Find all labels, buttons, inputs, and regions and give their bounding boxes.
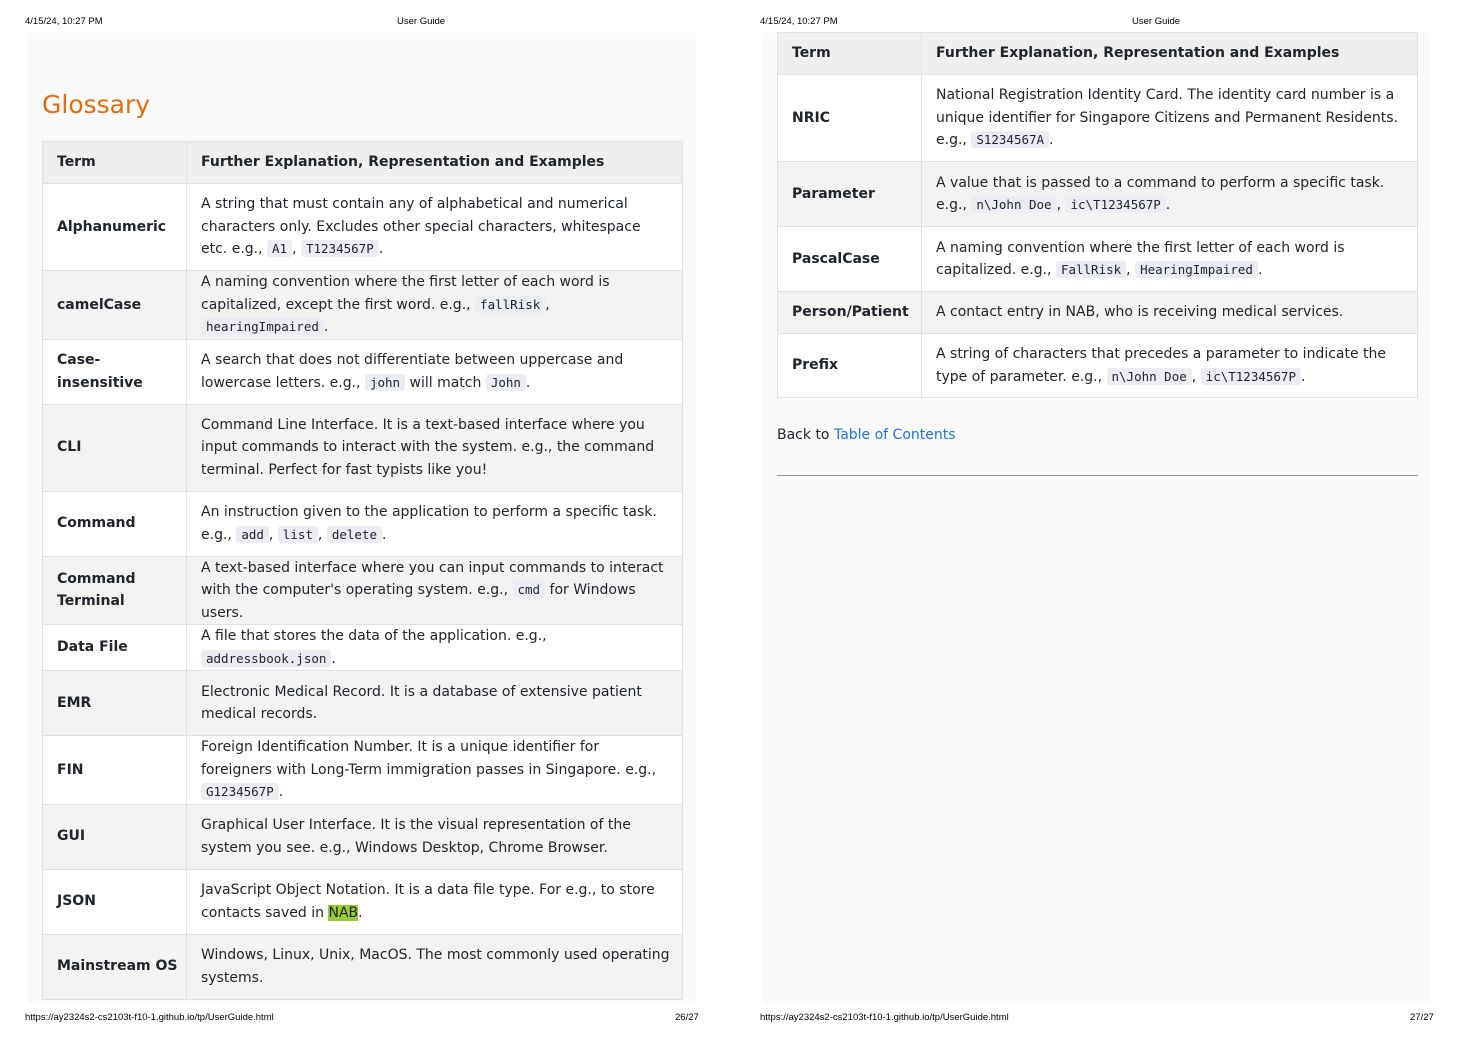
table-of-contents-link[interactable]: Table of Contents [833,427,956,443]
explanation-text: . [1257,262,1263,278]
glossary-explanation [187,671,683,736]
table-header-row [43,142,683,184]
print-footer-url: https://ay2324s2-cs2103t-f10-1.github.io/tp/UserGuide.html [760,1012,1009,1023]
glossary-term: Mainstream OS [43,934,187,999]
table-row [778,227,1418,292]
explanation-text: A naming convention where the first letter of each word is capitalized, except the first word. e.g., [201,274,610,313]
glossary-heading: Glossary [42,90,151,119]
horizontal-divider [777,475,1418,476]
print-footer-page-number: 26/27 [675,1012,699,1023]
glossary-explanation [187,271,683,340]
table-row [778,162,1418,227]
print-header-title: User Guide [397,16,446,27]
glossary-term: Person/Patient [778,292,922,334]
explanation-text: Foreign Identification Number. It is a unique identifier for foreigners with Long-Term immigration passes in Singapore. e.g., [201,739,657,778]
table-row [43,404,683,491]
explanation-text: . [331,650,336,667]
explanation-text: JavaScript Object Notation. It is a data file type. For e.g., to store contacts saved in [201,882,655,921]
explanation-text: will match [405,374,486,391]
column-header-term: Term [43,142,187,184]
table-row [43,869,683,934]
glossary-explanation [187,404,683,491]
back-to-toc [777,427,956,443]
printed-page-26 [0,0,730,1037]
inline-code-example: T1234567P [301,240,379,257]
explanation-text: . [525,374,531,391]
explanation-text: , [1056,197,1066,213]
explanation-text: A string that must contain any of alphabetical and numerical characters only. Excludes other special characters, whitespace etc. e.g., [201,196,641,258]
glossary-table-continued [777,32,1418,398]
explanation-text: . [381,526,387,543]
glossary-explanation [922,292,1418,334]
table-row [43,556,683,625]
glossary-term: CLI [43,404,187,491]
glossary-term: Command [43,491,187,556]
glossary-explanation [187,491,683,556]
table-row [43,339,683,404]
inline-code-example: addressbook.json [201,650,331,667]
inline-code-example: ic\T1234567P [1065,196,1165,213]
highlighted-text: NAB [328,904,359,921]
inline-code-example: cmd [513,581,546,598]
glossary-term: Case-insensitive [43,339,187,404]
explanation-text: A text-based interface where you can input commands to interact with the computer's operating system. e.g., [201,559,664,598]
inline-code-example: ic\T1234567P [1201,368,1301,385]
glossary-term: NRIC [778,75,922,162]
print-header-datetime: 4/15/24, 10:27 PM [760,16,838,27]
glossary-explanation [187,184,683,271]
explanation-text: for Windows users. [201,582,636,621]
explanation-text: , [292,241,301,258]
column-header-explanation: Further Explanation, Representation and Examples [922,33,1418,75]
table-row [43,625,683,671]
inline-code-example: A1 [267,240,292,257]
explanation-text: A value that is passed to a command to perform a specific task. e.g., [936,174,1385,213]
inline-code-example: list [278,526,318,543]
print-footer-page-number: 27/27 [1410,1012,1434,1023]
table-row [778,75,1418,162]
print-header-title: User Guide [1132,16,1181,27]
glossary-term: GUI [43,804,187,869]
glossary-explanation [922,227,1418,292]
glossary-term: Data File [43,625,187,671]
glossary-term: camelCase [43,271,187,340]
explanation-text: . [358,904,363,921]
inline-code-example: add [236,526,269,543]
explanation-text: , [1191,368,1201,385]
inline-code-example: S1234567A [971,131,1049,148]
glossary-term: Prefix [778,334,922,398]
explanation-text: A string of characters that precedes a parameter to indicate the type of parameter. e.g., [936,346,1387,385]
inline-code-example: n\John Doe [1107,368,1192,385]
explanation-text: Windows, Linux, Unix, MacOS. The most commonly used operating systems. [201,947,670,986]
inline-code-example: John [486,374,526,391]
glossary-explanation [187,869,683,934]
explanation-text: . [1300,368,1306,385]
explanation-text: Electronic Medical Record. It is a database of extensive patient medical records. [201,683,642,722]
glossary-explanation [922,162,1418,227]
explanation-text: , [268,526,278,543]
inline-code-example: FallRisk [1056,261,1126,278]
table-row [43,671,683,736]
column-header-explanation: Further Explanation, Representation and Examples [187,142,683,184]
table-row [43,491,683,556]
glossary-explanation [922,75,1418,162]
inline-code-example: fallRisk [475,296,545,313]
glossary-explanation [187,934,683,999]
glossary-explanation [187,339,683,404]
table-row [43,736,683,805]
back-to-prefix: Back to [777,427,834,443]
printed-page-27 [735,0,1461,1037]
glossary-term: JSON [43,869,187,934]
explanation-text: A search that does not differentiate between uppercase and lowercase letters. e.g., [201,352,624,391]
inline-code-example: G1234567P [201,783,279,800]
glossary-explanation [187,556,683,625]
glossary-table [42,141,683,1000]
explanation-text: A naming convention where the first letter of each word is capitalized. e.g., [936,239,1345,278]
glossary-term: EMR [43,671,187,736]
table-row [43,184,683,271]
table-row [43,271,683,340]
inline-code-example: n\John Doe [971,196,1056,213]
explanation-text: , [1126,262,1136,278]
column-header-term: Term [778,33,922,75]
inline-code-example: HearingImpaired [1135,261,1258,278]
inline-code-example: hearingImpaired [201,318,324,335]
print-footer-url: https://ay2324s2-cs2103t-f10-1.github.io/tp/UserGuide.html [25,1012,274,1023]
glossary-explanation [187,625,683,671]
glossary-term: PascalCase [778,227,922,292]
explanation-text: . [278,784,284,800]
table-row [778,334,1418,398]
explanation-text: A file that stores the data of the application. e.g., [201,628,547,644]
explanation-text: . [323,319,329,335]
explanation-text: , [545,296,550,313]
glossary-term: Parameter [778,162,922,227]
explanation-text: . [1049,132,1054,149]
print-header-datetime: 4/15/24, 10:27 PM [25,16,103,27]
explanation-text: , [317,526,327,543]
glossary-term: Command Terminal [43,556,187,625]
glossary-explanation [922,334,1418,398]
explanation-text: . [1165,197,1171,213]
table-row [43,804,683,869]
glossary-term: Alphanumeric [43,184,187,271]
explanation-text: A contact entry in NAB, who is receiving medical services. [936,304,1344,321]
explanation-text: Command Line Interface. It is a text-based interface where you input commands to interact with the system. e.g., the command terminal. Perfect for fast typists like you! [201,416,655,478]
inline-code-example: delete [327,526,382,543]
inline-code-example: john [365,374,405,391]
table-header-row [778,33,1418,75]
table-row [43,934,683,999]
explanation-text: Graphical User Interface. It is the visual representation of the system you see. e.g., Windows Desktop, Chrome Browser. [201,817,631,856]
glossary-explanation [187,736,683,805]
glossary-term: FIN [43,736,187,805]
explanation-text: National Registration Identity Card. The identity card number is a unique identifier for Singapore Citizens and Permanent Residents. e.g., [936,87,1399,149]
table-row [778,292,1418,334]
explanation-text: . [378,241,384,258]
explanation-text: An instruction given to the application to perform a specific task. e.g., [201,504,657,543]
glossary-explanation [187,804,683,869]
